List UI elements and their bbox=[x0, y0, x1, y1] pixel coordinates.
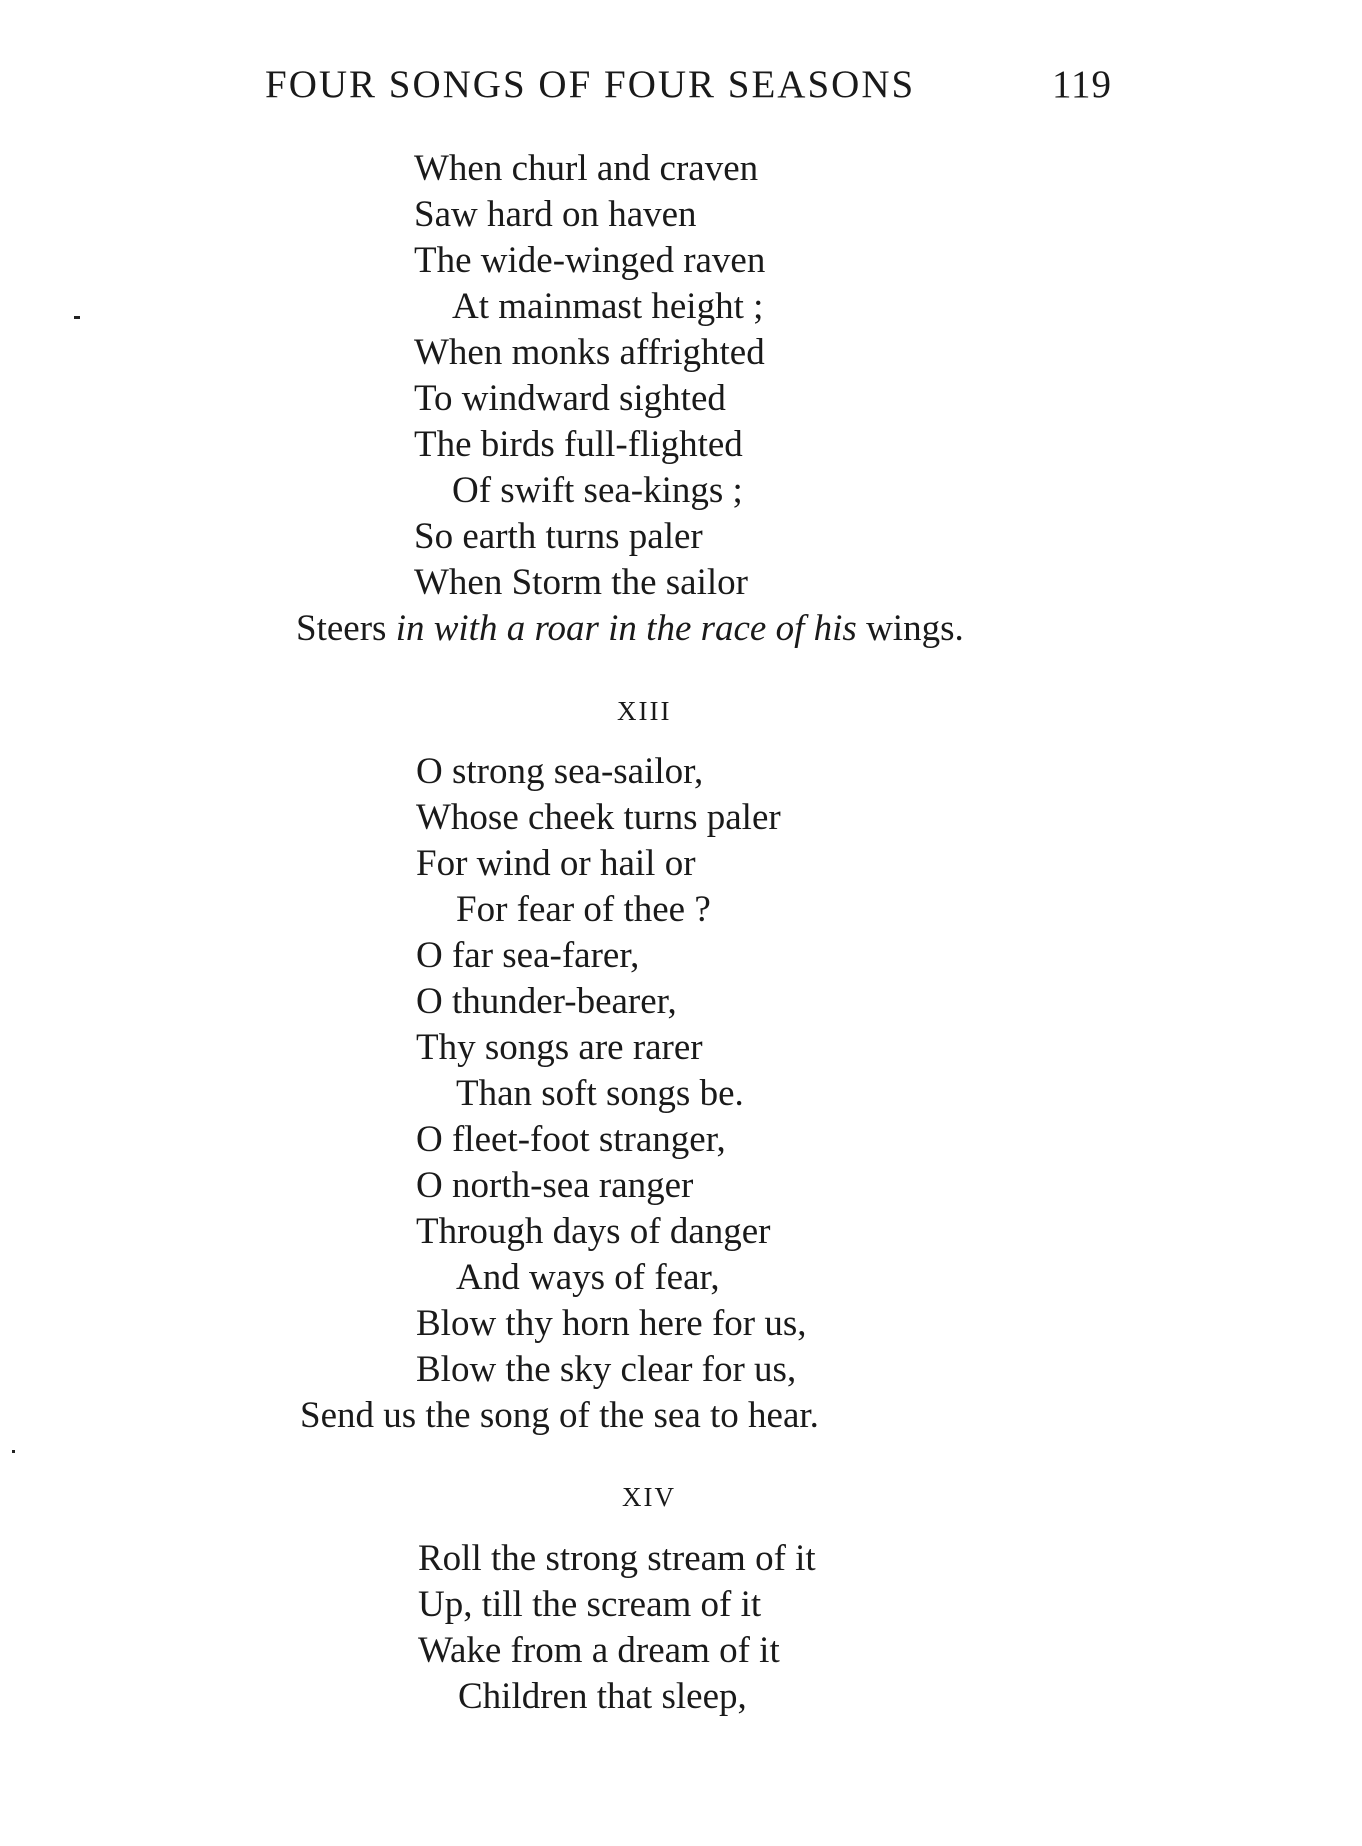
poem-line: Wake from a dream of it bbox=[418, 1630, 780, 1671]
page-number: 119 bbox=[1052, 63, 1113, 106]
poem-line: O fleet-foot stranger, bbox=[416, 1119, 726, 1160]
section-numeral-xiv: XIV bbox=[622, 1482, 676, 1512]
poem-closing-line bbox=[296, 606, 964, 652]
poem-line: When churl and craven bbox=[414, 148, 759, 189]
poem-line: Whose cheek turns paler bbox=[416, 797, 781, 838]
margin-dot-mark bbox=[12, 1450, 15, 1453]
poem-line: Through days of danger bbox=[416, 1211, 771, 1252]
poem-line: When monks affrighted bbox=[414, 332, 765, 373]
poem-line: Blow thy horn here for us, bbox=[416, 1303, 807, 1344]
poem-line: When Storm the sailor bbox=[414, 562, 748, 603]
poem-line: At mainmast height ; bbox=[452, 286, 764, 327]
poem-line: Children that sleep, bbox=[458, 1676, 747, 1717]
closing-line-start: Steers bbox=[296, 608, 396, 649]
poem-line: O strong sea-sailor, bbox=[416, 751, 704, 792]
poem-line: For wind or hail or bbox=[416, 843, 696, 884]
poem-line: Up, till the scream of it bbox=[418, 1584, 762, 1625]
running-head bbox=[265, 62, 1125, 118]
poem-line: Blow the sky clear for us, bbox=[416, 1349, 797, 1390]
running-title: FOUR SONGS OF FOUR SEASONS bbox=[265, 63, 916, 106]
poem-line: For fear of thee ? bbox=[456, 889, 711, 930]
poem-line: Thy songs are rarer bbox=[416, 1027, 703, 1068]
poem-line: To windward sighted bbox=[414, 378, 726, 419]
poem-line: The wide-winged raven bbox=[414, 240, 766, 281]
section-numeral-xiii: XIII bbox=[617, 696, 672, 726]
poem-line: O north-sea ranger bbox=[416, 1165, 694, 1206]
poem-line: Than soft songs be. bbox=[456, 1073, 744, 1114]
poem-line: Roll the strong stream of it bbox=[418, 1538, 816, 1579]
poem-line: And ways of fear, bbox=[456, 1257, 720, 1298]
closing-line-italic: in with a roar in the race of his bbox=[395, 608, 857, 649]
poem-closing-line: Send us the song of the sea to hear. bbox=[300, 1395, 819, 1436]
closing-line-end: wings. bbox=[856, 608, 964, 649]
poem-line: Saw hard on haven bbox=[414, 194, 697, 235]
poem-line: The birds full-flighted bbox=[414, 424, 743, 465]
margin-dash-mark bbox=[74, 316, 80, 319]
poem-line: O far sea-farer, bbox=[416, 935, 640, 976]
poem-line: O thunder-bearer, bbox=[416, 981, 677, 1022]
poem-line: Of swift sea-kings ; bbox=[452, 470, 743, 511]
poem-line: So earth turns paler bbox=[414, 516, 703, 557]
